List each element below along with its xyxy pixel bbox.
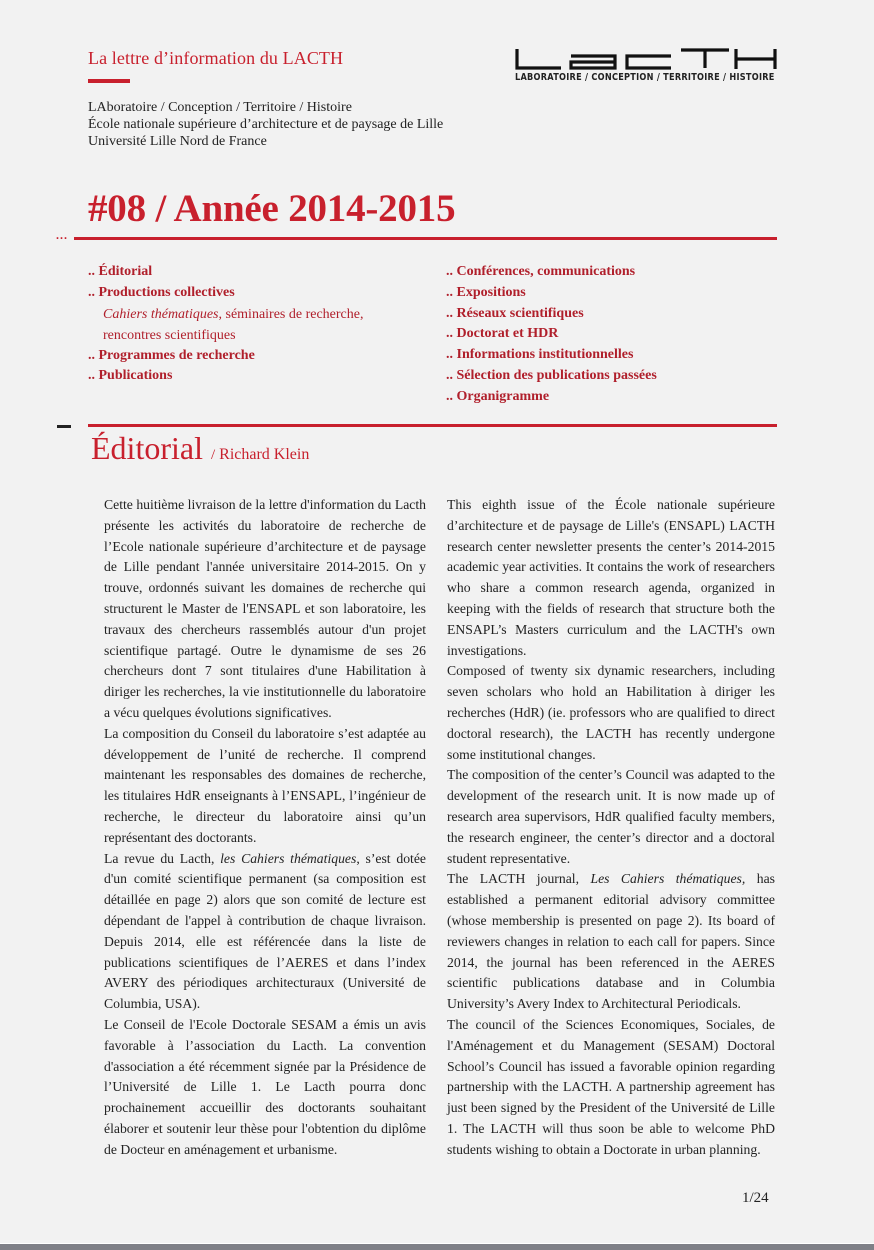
editorial-rule — [88, 424, 777, 427]
issue-title: #08 / Année 2014-2015 — [88, 187, 456, 230]
toc-link-reseaux-scientifiques[interactable]: .. Réseaux scientifiques — [446, 305, 584, 321]
lacth-logo-subtitle: LABORATOIRE / CONCEPTION / TERRITOIRE / HISTOIRE — [515, 72, 775, 83]
page-number: 1/24 — [742, 1190, 769, 1206]
paragraph: Le Conseil de l'Ecole Doctorale SESAM a émis un avis favorable à l’association du Lacth. La convention d'association a été récemment signée par la Présidence de l’Université de Lille 1. Le Lacth pourra donc prochainement accueillir des doctorants souhaitant élaborer et soutenir leur thèse pour l'obtention du diplôme de Docteur en aménagement et urbanisme. — [104, 1016, 426, 1157]
lacth-logo — [510, 42, 780, 92]
lacth-logo-mark-icon — [515, 48, 777, 70]
toc-link-productions-collectives[interactable]: .. Productions collectives — [88, 284, 235, 300]
organization-block — [88, 99, 443, 150]
editorial-heading — [91, 430, 309, 467]
table-of-contents-right — [446, 262, 657, 408]
toc-link-editorial[interactable]: .. Éditorial — [88, 264, 153, 279]
editorial-separator: / — [210, 447, 216, 463]
table-of-contents-left — [88, 262, 363, 387]
toc-link-selection-publications[interactable]: .. Sélection des publications passées — [446, 367, 657, 383]
issue-dots: ... — [56, 228, 68, 242]
toc-link-informations-institutionnelles[interactable]: .. Informations institutionnelles — [446, 347, 634, 363]
org-line-school: École nationale supérieure d’architecture et de paysage de Lille — [88, 117, 444, 132]
paragraph: La revue du Lacth, les Cahiers thématiques, s’est dotée d'un comité scientifique permanent (sa composition est détaillée en page 2) alors que son comité de lecture est dépendant de l'appel à contribution de chaque livraison. Depuis 2014, elle est référencée dans la liste de publications scientifiques de l’AERES et dans l’index AVERY des périodiques architecturaux (Université de Columbia, USA). — [104, 850, 427, 1012]
viewer-bottom-bar — [0, 1243, 874, 1250]
toc-link-doctorat-hdr[interactable]: .. Doctorat et HDR — [446, 326, 559, 342]
toc-link-expositions[interactable]: .. Expositions — [446, 284, 526, 300]
newsletter-title: La lettre d’information du LACTH — [88, 48, 344, 68]
paragraph: This eighth issue of the École nationale supérieure d’architecture et de paysage de Lille's (ENSAPL) LACTH research center newsletter presents the center’s 2014-2015 academic year activities. It contains the work of researchers who share a common research agenda, organized in keeping with the fields of research that structure both the ENSAPL’s Masters curriculum and the LACTH's own investigations. — [447, 497, 775, 658]
editorial-french-column — [104, 495, 426, 1161]
section-marker — [57, 425, 71, 428]
paragraph: Cette huitième livraison de la lettre d'information du Lacth présente les activités du laboratoire de recherche de l’Ecole nationale supérieure d’architecture et de paysage de Lille pendant l'année universitaire 2014-2015. On y trouve, ordonnés suivant les domaines de recherche qui structurent le Master de l'ENSAPL et son laboratoire, les travaux des chercheurs rassemblés autour d'un projet scientifique partagé. Outre le dynamisme de ses 26 chercheurs dont 7 sont titulaires d'une Habilitation à diriger les recherches, la vie institutionnelle du laboratoire a vécu quelques évolutions significatives. — [104, 497, 426, 720]
editorial-author: Richard Klein — [219, 446, 310, 463]
toc-subitem-cahiers: Cahiers thématiques, séminaires de recherche, rencontres scientifiques — [103, 306, 364, 343]
paragraph: Composed of twenty six dynamic researchers, including seven scholars who hold an Habilitation à diriger les recherches (HdR) (ie. professors who are qualified to direct doctoral research), the LACTH has recently undergone some institutional changes. — [447, 663, 775, 762]
toc-link-organigramme[interactable]: .. Organigramme — [446, 388, 550, 404]
paragraph: The composition of the center’s Council was adapted to the development of the research unit. It is now made up of research area supervisors, HdR qualified faculty members, the research engineer, the center’s director and a doctoral student representative. — [447, 767, 775, 866]
org-line-lab: LAboratoire / Conception / Territoire / Histoire — [88, 100, 352, 115]
editorial-title: Éditorial — [91, 430, 203, 466]
toc-link-publications[interactable]: .. Publications — [88, 368, 173, 384]
issue-rule — [74, 237, 777, 240]
org-line-university: Université Lille Nord de France — [88, 134, 267, 149]
toc-link-programmes-de-recherche[interactable]: .. Programmes de recherche — [88, 347, 255, 363]
editorial-english-column — [447, 495, 775, 1161]
paragraph: The council of the Sciences Economiques, Sociales, de l'Aménagement et du Management (SESAM) Doctoral School’s Council has issued a favorable opinion regarding partnership with the LACTH. A partnership agreement has just been signed by the President of the Université de Lille 1. The LACTH will thus soon be able to welcome PhD students wishing to obtain a Doctorate in urban planning. — [447, 1016, 775, 1157]
paragraph: The LACTH journal, Les Cahiers thématiques, has established a permanent editorial advisory committee (whose membership is presented on page 2). Its board of reviewers changes in relation to each call for papers. Since 2014, the journal has been referenced in the AERES scientific publications database and in Columbia University’s Avery Index to Architectural Periodicals. — [447, 871, 775, 1012]
toc-link-conferences[interactable]: .. Conférences, communications — [446, 264, 636, 279]
title-rule — [88, 79, 130, 83]
paragraph: La composition du Conseil du laboratoire s’est adaptée au développement de l’unité de recherche. Il comprend maintenant les responsables des domaines de recherche, les titulaires HdR enseignants à l’ENSAPL, l’ingénieur de recherche, le directeur du laboratoire ainsi qu’un représentant des doctorants. — [104, 725, 426, 845]
